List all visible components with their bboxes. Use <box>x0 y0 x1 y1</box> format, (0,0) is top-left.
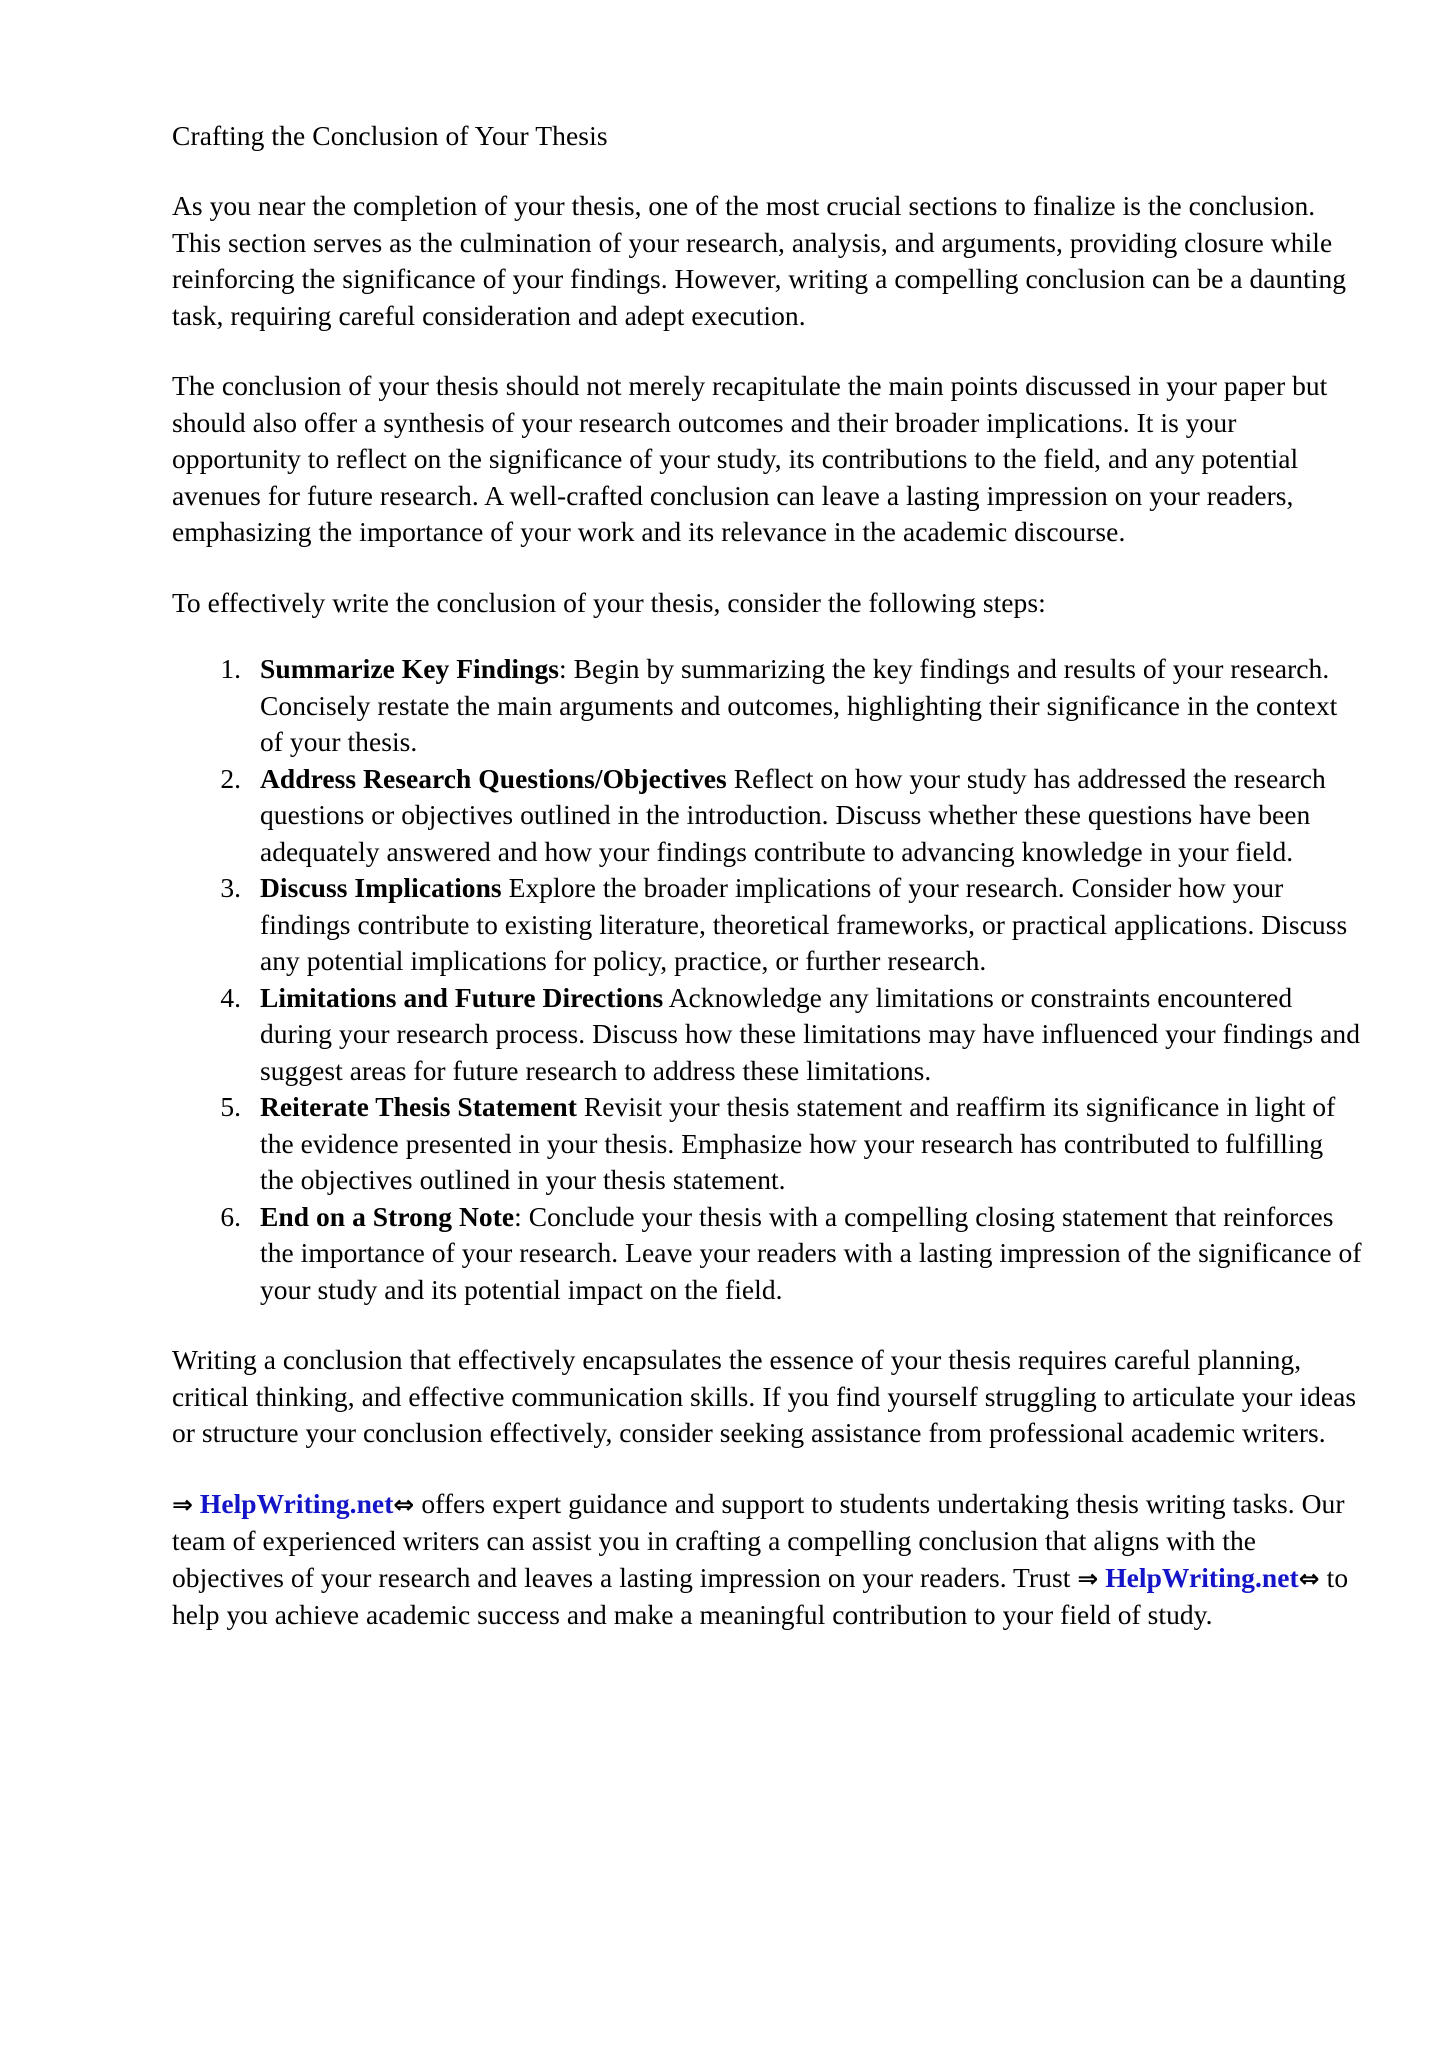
helpwriting-link-1[interactable]: HelpWriting.net <box>199 1487 394 1519</box>
list-item <box>248 651 1362 761</box>
list-item <box>248 870 1362 980</box>
arrow-right-icon-2: ⇒ <box>1077 1563 1099 1593</box>
document-body <box>172 118 1362 1668</box>
step-lead: Reiterate Thesis Statement <box>260 1091 577 1122</box>
step-lead: End on a Strong Note <box>260 1200 515 1232</box>
step-separator: : <box>559 653 567 684</box>
step-lead: Address Research Questions/Objectives <box>260 762 727 794</box>
paragraph-closing: Writing a conclusion that effectively encapsulates the essence of your thesis requires careful planning, critical thinking, and effective communication skills. If you find yourself struggling to articulate your ideas or structure your conclusion effectively, consider seeking assistance from professional academic writers. <box>172 1344 1357 1448</box>
step-text: Reflect on how your study has addressed the research questions or objectives outlined in the introduction. Discuss whether these questions have been adequately answered and how your findings contribute to advancing knowledge in your field. <box>260 762 1326 867</box>
paragraph-promo <box>172 1486 1362 1634</box>
promo-text-2: to help you achieve academic success and make a meaningful contribution to your field of study. <box>172 1561 1349 1630</box>
arrow-left-right-icon-2: ⇔ <box>1298 1563 1320 1593</box>
step-text: Acknowledge any limitations or constraints encountered during your research process. Discuss how these limitations may have influenced your findings and suggest areas for future research to address these limitations. <box>260 981 1361 1086</box>
step-lead: Summarize Key Findings <box>260 653 560 684</box>
list-item <box>248 761 1362 871</box>
list-item <box>248 1199 1362 1309</box>
list-item <box>248 1089 1362 1199</box>
step-text: Revisit your thesis statement and reaffirm its significance in light of the evidence presented in your thesis. Emphasize how your research has contributed to fulfilling the objectives outlined in your thesis statement. <box>260 1091 1336 1195</box>
arrow-right-icon: ⇒ <box>172 1489 193 1519</box>
step-text: Begin by summarizing the key findings and results of your research. Concisely restate the main arguments and outcomes, highlighting their significance in the context of your thesis. <box>260 653 1338 757</box>
step-separator: : <box>514 1200 522 1232</box>
promo-text-1: offers expert guidance and support to students undertaking thesis writing tasks. Our team of experienced writers can assist you in crafting a compelling conclusion that aligns with the objectives of your research and leaves a lasting impression on your readers. Trust <box>172 1487 1345 1593</box>
list-item <box>248 980 1362 1090</box>
step-text: Explore the broader implications of your research. Consider how your findings contribute to existing literature, theoretical frameworks, or practical applications. Discuss any potential implications for policy, practice, or further research. <box>260 872 1348 976</box>
paragraph-second: The conclusion of your thesis should not merely recapitulate the main points discussed in your paper but should also offer a synthesis of your research outcomes and their broader implications. It is your opportunity to reflect on the significance of your study, its contributions to the field, and any potential avenues for future research. A well-crafted conclusion can leave a lasting impression on your readers, emphasizing the importance of your work and its relevance in the academic discourse. <box>172 370 1328 547</box>
step-lead: Limitations and Future Directions <box>260 981 664 1013</box>
paragraph-intro: As you near the completion of your thesis, one of the most crucial sections to finalize is the conclusion. This section serves as the culmination of your research, analysis, and arguments, providing closure while reinforcing the significance of your findings. However, writing a compelling conclusion can be a daunting task, requiring careful consideration and adept execution. <box>172 190 1347 331</box>
step-text: Conclude your thesis with a compelling closing statement that reinforces the importance of your research. Leave your readers with a lasting impression of the significance of your study and its potential impact on the field. <box>260 1200 1362 1305</box>
page-title: Crafting the Conclusion of Your Thesis <box>172 120 608 151</box>
arrow-left-right-icon: ⇔ <box>393 1489 415 1519</box>
steps-list <box>172 651 1362 1308</box>
helpwriting-link-2[interactable]: HelpWriting.net <box>1105 1561 1299 1593</box>
paragraph-steps-intro: To effectively write the conclusion of your thesis, consider the following steps: <box>172 586 1046 618</box>
step-lead: Discuss Implications <box>260 872 502 903</box>
